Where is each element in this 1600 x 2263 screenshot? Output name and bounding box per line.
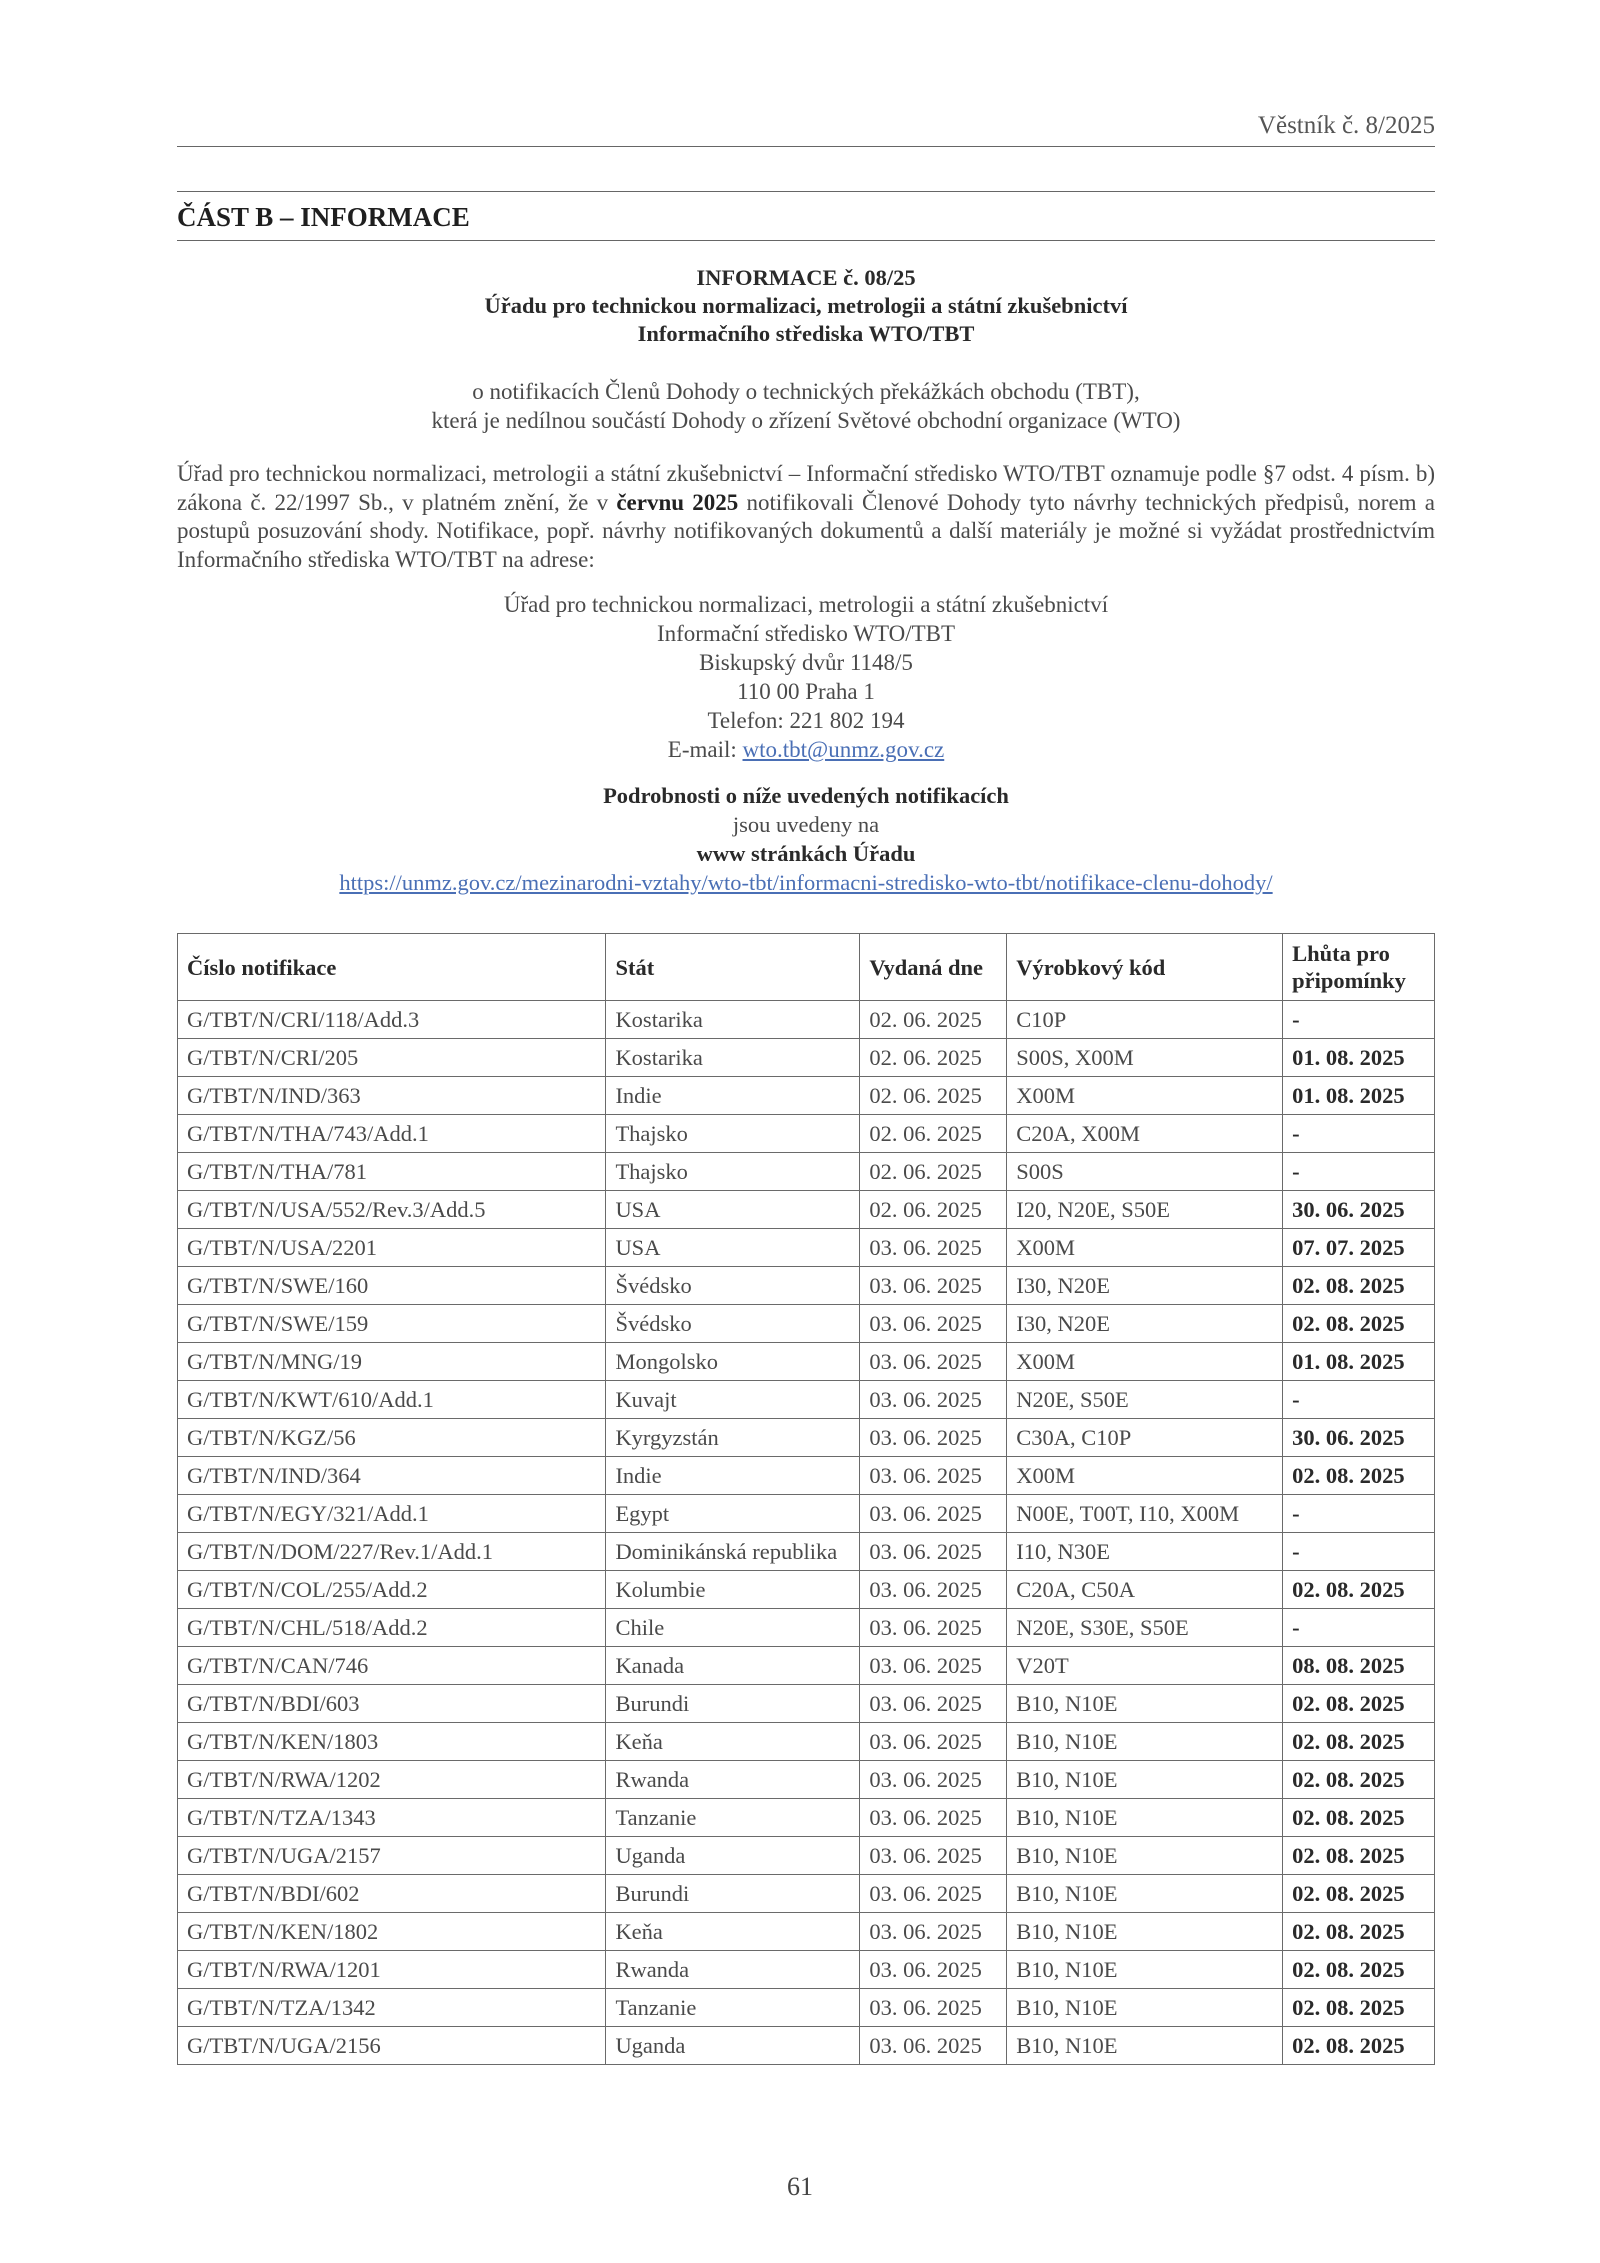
cell-country: Tanzanie [606, 1989, 860, 2027]
table-row [178, 1951, 1435, 1989]
subject-block [177, 377, 1435, 435]
cell-notification-number: G/TBT/N/KEN/1802 [178, 1913, 606, 1951]
cell-product-code: B10, N10E [1007, 1875, 1283, 1913]
table-row [178, 1381, 1435, 1419]
cell-issued-date: 03. 06. 2025 [860, 1419, 1007, 1457]
header-product-code: Výrobkový kód [1007, 934, 1283, 1001]
details-url-link[interactable]: https://unmz.gov.cz/mezinarodni-vztahy/wto-tbt/informacni-stredisko-wto-tbt/notifikace-clenu-dohody/ [339, 870, 1273, 895]
cell-notification-number: G/TBT/N/DOM/227/Rev.1/Add.1 [178, 1533, 606, 1571]
cell-issued-date: 03. 06. 2025 [860, 1837, 1007, 1875]
cell-country: USA [606, 1229, 860, 1267]
cell-notification-number: G/TBT/N/SWE/160 [178, 1267, 606, 1305]
cell-issued-date: 02. 06. 2025 [860, 1115, 1007, 1153]
cell-product-code: B10, N10E [1007, 1723, 1283, 1761]
address-line-3: Biskupský dvůr 1148/5 [699, 650, 913, 675]
office-name: Úřadu pro technickou normalizaci, metrologii a státní zkušebnictví [484, 293, 1128, 318]
cell-product-code: B10, N10E [1007, 1685, 1283, 1723]
cell-product-code: S00S [1007, 1153, 1283, 1191]
cell-issued-date: 03. 06. 2025 [860, 1799, 1007, 1837]
cell-product-code: I10, N30E [1007, 1533, 1283, 1571]
cell-product-code: C30A, C10P [1007, 1419, 1283, 1457]
cell-country: Mongolsko [606, 1343, 860, 1381]
cell-notification-number: G/TBT/N/MNG/19 [178, 1343, 606, 1381]
cell-notification-number: G/TBT/N/IND/364 [178, 1457, 606, 1495]
cell-product-code: N00E, T00T, I10, X00M [1007, 1495, 1283, 1533]
cell-issued-date: 03. 06. 2025 [860, 1381, 1007, 1419]
header-rule [177, 146, 1435, 147]
cell-notification-number: G/TBT/N/BDI/603 [178, 1685, 606, 1723]
cell-comment-deadline: 30. 06. 2025 [1283, 1191, 1435, 1229]
cell-issued-date: 03. 06. 2025 [860, 1685, 1007, 1723]
cell-product-code: X00M [1007, 1229, 1283, 1267]
cell-product-code: N20E, S50E [1007, 1381, 1283, 1419]
cell-issued-date: 03. 06. 2025 [860, 1609, 1007, 1647]
cell-comment-deadline: 02. 08. 2025 [1283, 1685, 1435, 1723]
header-country: Stát [606, 934, 860, 1001]
table-row [178, 1533, 1435, 1571]
cell-notification-number: G/TBT/N/THA/743/Add.1 [178, 1115, 606, 1153]
cell-country: USA [606, 1191, 860, 1229]
cell-product-code: I30, N20E [1007, 1267, 1283, 1305]
cell-notification-number: G/TBT/N/IND/363 [178, 1077, 606, 1115]
cell-notification-number: G/TBT/N/UGA/2156 [178, 2027, 606, 2065]
cell-issued-date: 03. 06. 2025 [860, 1989, 1007, 2027]
cell-country: Indie [606, 1457, 860, 1495]
cell-comment-deadline: 30. 06. 2025 [1283, 1419, 1435, 1457]
cell-country: Švédsko [606, 1305, 860, 1343]
cell-product-code: I30, N20E [1007, 1305, 1283, 1343]
intro-paragraph [177, 460, 1435, 574]
cell-issued-date: 03. 06. 2025 [860, 1913, 1007, 1951]
subject-line-1: o notifikacích Členů Dohody o technických překážkách obchodu (TBT), [472, 379, 1140, 404]
cell-product-code: B10, N10E [1007, 1913, 1283, 1951]
cell-comment-deadline: 02. 08. 2025 [1283, 1913, 1435, 1951]
table-row [178, 1799, 1435, 1837]
cell-product-code: S00S, X00M [1007, 1039, 1283, 1077]
table-row [178, 1685, 1435, 1723]
cell-country: Dominikánská republika [606, 1533, 860, 1571]
cell-comment-deadline: - [1283, 1609, 1435, 1647]
cell-issued-date: 03. 06. 2025 [860, 1571, 1007, 1609]
cell-product-code: V20T [1007, 1647, 1283, 1685]
cell-issued-date: 03. 06. 2025 [860, 1229, 1007, 1267]
table-row [178, 2027, 1435, 2065]
cell-notification-number: G/TBT/N/RWA/1202 [178, 1761, 606, 1799]
cell-issued-date: 02. 06. 2025 [860, 1153, 1007, 1191]
table-row [178, 1609, 1435, 1647]
table-body [178, 1001, 1435, 2065]
cell-comment-deadline: 02. 08. 2025 [1283, 1989, 1435, 2027]
cell-notification-number: G/TBT/N/EGY/321/Add.1 [178, 1495, 606, 1533]
cell-product-code: C20A, C50A [1007, 1571, 1283, 1609]
cell-product-code: C20A, X00M [1007, 1115, 1283, 1153]
address-block [177, 590, 1435, 764]
cell-comment-deadline: 01. 08. 2025 [1283, 1077, 1435, 1115]
table-row [178, 1001, 1435, 1039]
cell-product-code: B10, N10E [1007, 1799, 1283, 1837]
table-row [178, 1229, 1435, 1267]
cell-country: Egypt [606, 1495, 860, 1533]
details-web-text: www stránkách Úřadu [696, 841, 916, 866]
address-phone: Telefon: 221 802 194 [707, 708, 905, 733]
cell-issued-date: 03. 06. 2025 [860, 1647, 1007, 1685]
cell-product-code: X00M [1007, 1457, 1283, 1495]
subject-line-2: která je nedílnou součástí Dohody o zřízení Světové obchodní organizace (WTO) [431, 408, 1181, 433]
table-row [178, 1837, 1435, 1875]
cell-comment-deadline: 01. 08. 2025 [1283, 1343, 1435, 1381]
cell-country: Thajsko [606, 1153, 860, 1191]
table-row [178, 1039, 1435, 1077]
address-line-2: Informační středisko WTO/TBT [656, 621, 956, 646]
cell-comment-deadline: 02. 08. 2025 [1283, 1951, 1435, 1989]
cell-product-code: B10, N10E [1007, 1989, 1283, 2027]
cell-comment-deadline: 02. 08. 2025 [1283, 1267, 1435, 1305]
table-row [178, 1343, 1435, 1381]
cell-notification-number: G/TBT/N/USA/2201 [178, 1229, 606, 1267]
information-number: INFORMACE č. 08/25 [696, 265, 916, 290]
cell-country: Tanzanie [606, 1799, 860, 1837]
cell-country: Kyrgyzstán [606, 1419, 860, 1457]
details-line-2: jsou uvedeny na [732, 812, 880, 837]
cell-comment-deadline: 02. 08. 2025 [1283, 1875, 1435, 1913]
cell-issued-date: 03. 06. 2025 [860, 1533, 1007, 1571]
table-row [178, 1077, 1435, 1115]
cell-comment-deadline: 02. 08. 2025 [1283, 1571, 1435, 1609]
table-row [178, 1875, 1435, 1913]
cell-country: Kolumbie [606, 1571, 860, 1609]
address-line-4: 110 00 Praha 1 [737, 679, 875, 704]
cell-comment-deadline: 02. 08. 2025 [1283, 2027, 1435, 2065]
cell-product-code: X00M [1007, 1343, 1283, 1381]
cell-comment-deadline: 02. 08. 2025 [1283, 1723, 1435, 1761]
cell-country: Kostarika [606, 1039, 860, 1077]
details-heading [177, 781, 1435, 810]
header-comment-deadline: Lhůta pro připomínky [1283, 934, 1435, 1001]
cell-country: Burundi [606, 1875, 860, 1913]
cell-issued-date: 02. 06. 2025 [860, 1191, 1007, 1229]
table-row [178, 1723, 1435, 1761]
table-row [178, 1305, 1435, 1343]
cell-notification-number: G/TBT/N/CRI/205 [178, 1039, 606, 1077]
cell-notification-number: G/TBT/N/BDI/602 [178, 1875, 606, 1913]
cell-comment-deadline: - [1283, 1533, 1435, 1571]
table-row [178, 1191, 1435, 1229]
cell-country: Rwanda [606, 1761, 860, 1799]
cell-comment-deadline: - [1283, 1153, 1435, 1191]
cell-notification-number: G/TBT/N/RWA/1201 [178, 1951, 606, 1989]
table-row [178, 1115, 1435, 1153]
table-row [178, 1761, 1435, 1799]
cell-notification-number: G/TBT/N/USA/552/Rev.3/Add.5 [178, 1191, 606, 1229]
cell-issued-date: 03. 06. 2025 [860, 1495, 1007, 1533]
cell-product-code: I20, N20E, S50E [1007, 1191, 1283, 1229]
information-heading [177, 264, 1435, 348]
cell-issued-date: 03. 06. 2025 [860, 1305, 1007, 1343]
cell-notification-number: G/TBT/N/KGZ/56 [178, 1419, 606, 1457]
cell-notification-number: G/TBT/N/TZA/1343 [178, 1799, 606, 1837]
cell-comment-deadline: 02. 08. 2025 [1283, 1799, 1435, 1837]
header-issued-date: Vydaná dne [860, 934, 1007, 1001]
address-email-row [177, 735, 1435, 764]
cell-issued-date: 03. 06. 2025 [860, 1875, 1007, 1913]
cell-product-code: B10, N10E [1007, 1951, 1283, 1989]
intro-text-1: Úřad pro technickou normalizaci, metrologii a státní zkušebnictví – Informační středisko WTO/TBT oznamuje podle §7 odst. 4 písm. b) zákona č. 22/1997 Sb., v platném znění, že v [177, 461, 1435, 515]
intro-text-2: notifikovali Členové Dohody tyto návrhy technických předpisů, norem a postupů posuzování shody. Notifikace, popř. návrhy notifikovaných dokumentů a další materiály je možné si vyžádat prostřednictvím Informačního střediska WTO/TBT na adrese: [177, 489, 1435, 572]
table-row [178, 1495, 1435, 1533]
cell-notification-number: G/TBT/N/SWE/159 [178, 1305, 606, 1343]
cell-comment-deadline: 02. 08. 2025 [1283, 1305, 1435, 1343]
cell-country: Kanada [606, 1647, 860, 1685]
section-rule-bottom [177, 240, 1435, 241]
cell-country: Švédsko [606, 1267, 860, 1305]
cell-country: Indie [606, 1077, 860, 1115]
details-block [177, 781, 1435, 897]
cell-issued-date: 03. 06. 2025 [860, 1723, 1007, 1761]
table-row [178, 1457, 1435, 1495]
cell-product-code: B10, N10E [1007, 2027, 1283, 2065]
cell-issued-date: 03. 06. 2025 [860, 1951, 1007, 1989]
cell-notification-number: G/TBT/N/THA/781 [178, 1153, 606, 1191]
cell-comment-deadline: - [1283, 1495, 1435, 1533]
header-notification-number: Číslo notifikace [178, 934, 606, 1001]
cell-product-code: N20E, S30E, S50E [1007, 1609, 1283, 1647]
cell-country: Chile [606, 1609, 860, 1647]
cell-issued-date: 03. 06. 2025 [860, 1457, 1007, 1495]
cell-notification-number: G/TBT/N/KWT/610/Add.1 [178, 1381, 606, 1419]
cell-country: Keňa [606, 1913, 860, 1951]
details-url-row [177, 868, 1435, 897]
cell-notification-number: G/TBT/N/CRI/118/Add.3 [178, 1001, 606, 1039]
cell-comment-deadline: 02. 08. 2025 [1283, 1761, 1435, 1799]
cell-issued-date: 03. 06. 2025 [860, 2027, 1007, 2065]
cell-notification-number: G/TBT/N/COL/255/Add.2 [178, 1571, 606, 1609]
details-heading-text: Podrobnosti o níže uvedených notifikacích [603, 783, 1009, 808]
cell-issued-date: 02. 06. 2025 [860, 1001, 1007, 1039]
cell-product-code: B10, N10E [1007, 1837, 1283, 1875]
email-label: E-mail: [667, 737, 743, 762]
cell-country: Burundi [606, 1685, 860, 1723]
cell-product-code: C10P [1007, 1001, 1283, 1039]
notifications-table [177, 933, 1435, 2065]
cell-notification-number: G/TBT/N/TZA/1342 [178, 1989, 606, 2027]
table-row [178, 1647, 1435, 1685]
cell-comment-deadline: - [1283, 1381, 1435, 1419]
cell-country: Kostarika [606, 1001, 860, 1039]
table-row [178, 1419, 1435, 1457]
table-row [178, 1153, 1435, 1191]
section-title: ČÁST B – INFORMACE [177, 202, 470, 232]
cell-country: Rwanda [606, 1951, 860, 1989]
cell-comment-deadline: 01. 08. 2025 [1283, 1039, 1435, 1077]
cell-issued-date: 03. 06. 2025 [860, 1761, 1007, 1799]
cell-country: Uganda [606, 2027, 860, 2065]
cell-issued-date: 02. 06. 2025 [860, 1039, 1007, 1077]
center-name: Informačního střediska WTO/TBT [637, 321, 975, 346]
cell-issued-date: 03. 06. 2025 [860, 1267, 1007, 1305]
table-row [178, 1913, 1435, 1951]
cell-notification-number: G/TBT/N/KEN/1803 [178, 1723, 606, 1761]
cell-product-code: B10, N10E [1007, 1761, 1283, 1799]
cell-notification-number: G/TBT/N/CAN/746 [178, 1647, 606, 1685]
cell-comment-deadline: - [1283, 1001, 1435, 1039]
cell-issued-date: 03. 06. 2025 [860, 1343, 1007, 1381]
section-rule-top [177, 191, 1435, 192]
cell-notification-number: G/TBT/N/UGA/2157 [178, 1837, 606, 1875]
details-line-3 [177, 839, 1435, 868]
table-row [178, 1989, 1435, 2027]
cell-comment-deadline: 08. 08. 2025 [1283, 1647, 1435, 1685]
cell-issued-date: 02. 06. 2025 [860, 1077, 1007, 1115]
running-header: Věstník č. 8/2025 [1257, 112, 1435, 139]
cell-comment-deadline: 02. 08. 2025 [1283, 1457, 1435, 1495]
cell-product-code: X00M [1007, 1077, 1283, 1115]
intro-month: červnu 2025 [616, 489, 739, 515]
table-row [178, 1267, 1435, 1305]
cell-comment-deadline: 07. 07. 2025 [1283, 1229, 1435, 1267]
page-number: 61 [787, 2172, 813, 2201]
address-line-1: Úřad pro technickou normalizaci, metrologii a státní zkušebnictví [503, 592, 1109, 617]
table-row [178, 1571, 1435, 1609]
email-link[interactable]: wto.tbt@unmz.gov.cz [742, 737, 945, 762]
cell-country: Kuvajt [606, 1381, 860, 1419]
cell-country: Keňa [606, 1723, 860, 1761]
table-header-row [178, 934, 1435, 1001]
cell-notification-number: G/TBT/N/CHL/518/Add.2 [178, 1609, 606, 1647]
cell-country: Thajsko [606, 1115, 860, 1153]
cell-comment-deadline: - [1283, 1115, 1435, 1153]
cell-country: Uganda [606, 1837, 860, 1875]
cell-comment-deadline: 02. 08. 2025 [1283, 1837, 1435, 1875]
